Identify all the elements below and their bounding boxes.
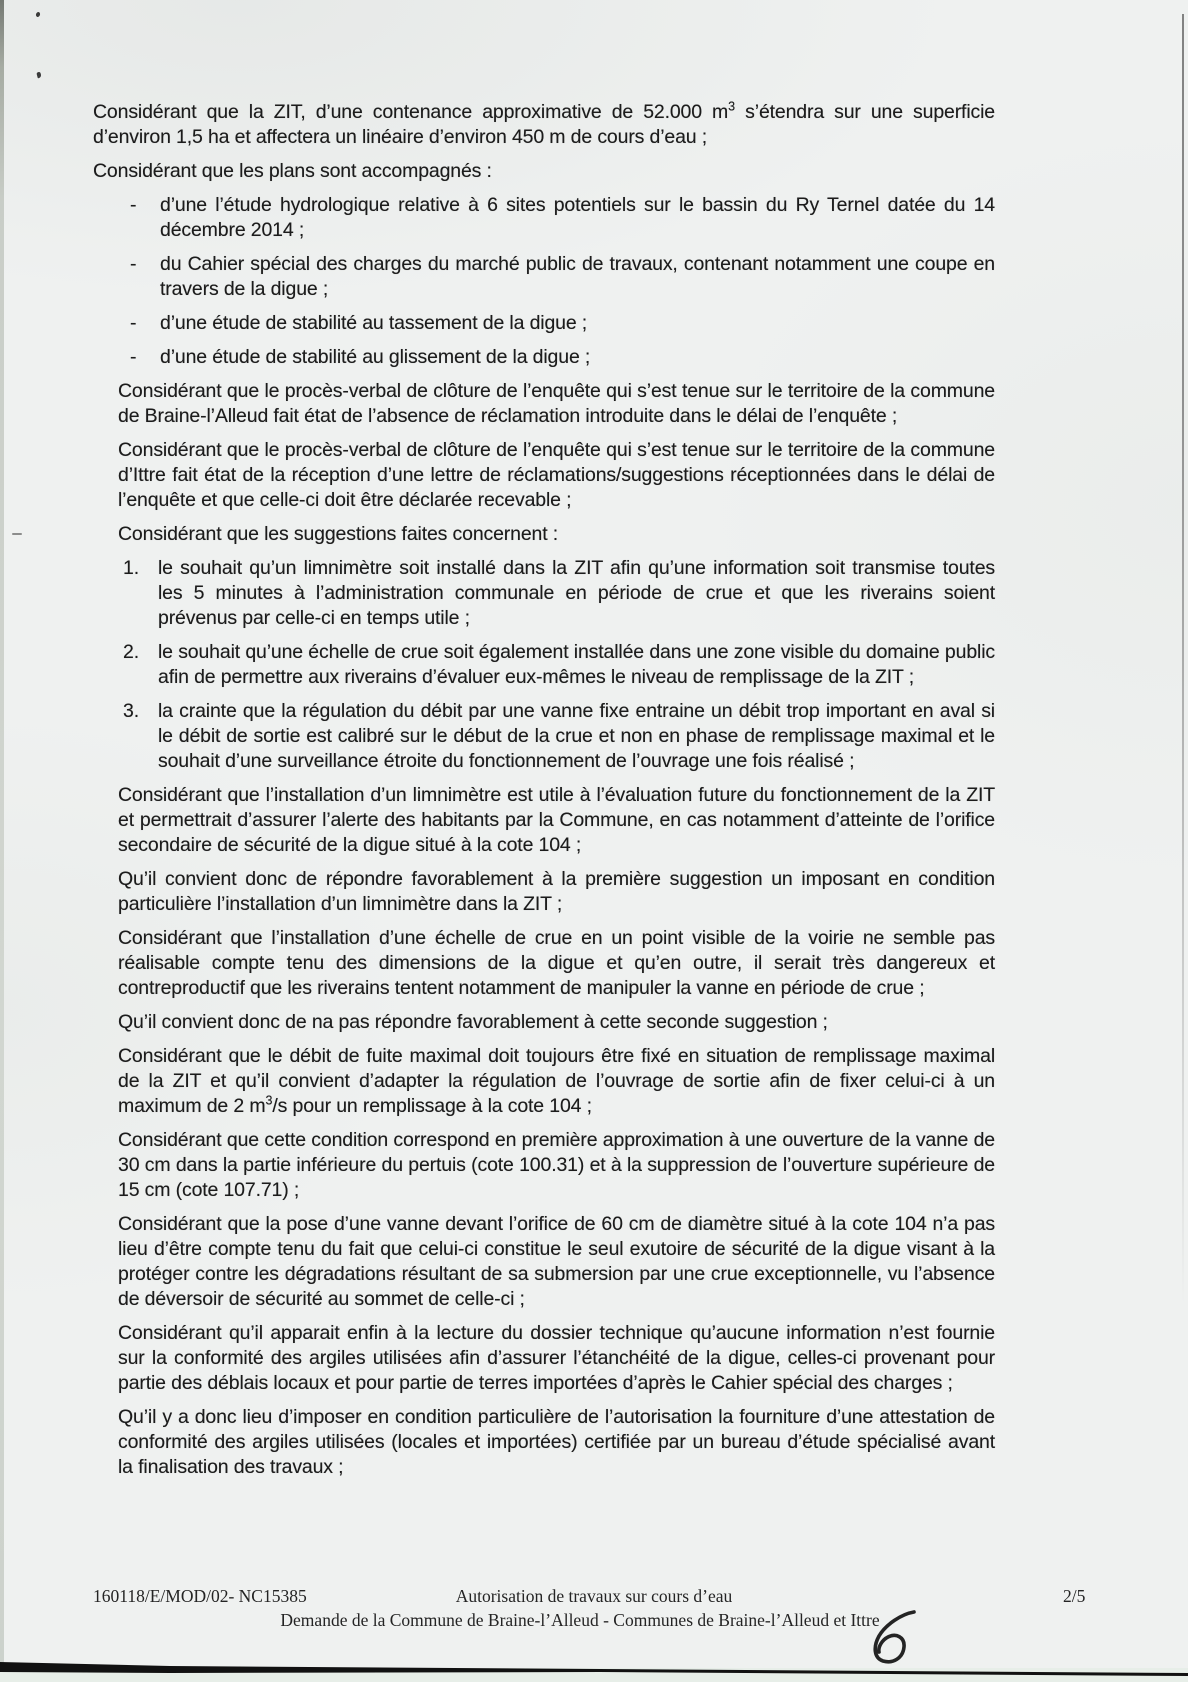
paragraph: Considérant que la pose d’une vanne devant l’orifice de 60 cm de diamètre situé à la cote 104 n’a pas lieu d’être compte tenu du fait que celui-ci constitue le seul exutoire de sécurité de la digue visant à la protéger contre les dégradations résultant de sa submersion par une crue exceptionnelle, vu l’absence de déversoir de sécurité au sommet de celle-ci ; xyxy=(118,1213,995,1310)
paragraph: Qu’il convient donc de na pas répondre favorablement à cette seconde suggestion ; xyxy=(118,1011,828,1033)
paragraph: Considérant que cette condition correspond en première approximation à une ouverture de la vanne de 30 cm dans la partie inférieure du pertuis (cote 100.31) et à la suppression de l’ouverture supérieure de 15 cm (cote 107.71) ; xyxy=(118,1129,995,1201)
list-item-dash xyxy=(130,345,995,370)
list-item-numbered xyxy=(123,640,995,690)
scan-speck xyxy=(35,11,40,17)
scan-bottom-edge xyxy=(0,1650,1188,1682)
list-item-text: du Cahier spécial des charges du marché public de travaux, contenant notamment une coupe en travers de la digue ; xyxy=(160,253,995,300)
list-marker: 2. xyxy=(123,641,139,663)
list-item-dash xyxy=(130,193,995,243)
list-item-text: d’une étude de stabilité au glissement de la digue ; xyxy=(160,346,591,368)
list-item-text: d’une étude de stabilité au tassement de la digue ; xyxy=(160,312,588,334)
list-item-text: la crainte que la régulation du débit par une vanne fixe entraine un débit trop important en aval si le débit de sortie est calibré sur le début de la crue et non en phase de remplissage maximal et le souhait d’une surveillance étroite du fonctionnement de l’ouvrage une fois réalisé ; xyxy=(158,700,995,772)
paragraph: Considérant que le procès-verbal de clôture de l’enquête qui s’est tenue sur le territoire de la commune d’Ittre fait état de la réception d’une lettre de réclamations/suggestions réceptionnées dans le délai de l’enquête et que celle-ci doit être déclarée recevable ; xyxy=(118,439,995,511)
scan-speck xyxy=(36,72,41,79)
footer-page-number: 2/5 xyxy=(1063,1586,1086,1606)
paragraph: Qu’il y a donc lieu d’imposer en condition particulière de l’autorisation la fourniture d’une attestation de conformité des argiles utilisées (locales et importées) certifiée par un bureau d’étude spécialisé avant la finalisation des travaux ; xyxy=(118,1406,995,1478)
list-item-text: le souhait qu’un limnimètre soit installé dans la ZIT afin qu’une information soit transmise toutes les 5 minutes à l’administration communale en période de crue et que les riverains soient prévenus par celle-ci en temps utile ; xyxy=(158,557,995,629)
footer-reference: 160118/E/MOD/02- NC15385 xyxy=(93,1586,307,1606)
list-item-numbered xyxy=(123,556,995,631)
list-marker: - xyxy=(130,194,137,216)
superscript: 3 xyxy=(265,1093,273,1108)
list-marker: 1. xyxy=(123,557,139,579)
list-marker: - xyxy=(130,346,137,368)
paragraph: Considérant que le procès-verbal de clôture de l’enquête qui s’est tenue sur le territoire de la commune de Braine-l’Alleud fait état de l’absence de réclamation introduite dans le délai de l’enquête ; xyxy=(118,380,995,427)
list-item-numbered xyxy=(123,699,995,774)
list-marker: - xyxy=(130,312,137,334)
document-body xyxy=(93,100,995,1489)
scan-right-edge-line xyxy=(1182,14,1184,1304)
footer-title: Autorisation de travaux sur cours d’eau xyxy=(455,1586,733,1606)
paragraph: Considérant que les suggestions faites concernent : xyxy=(118,523,559,545)
paragraph: Considérant que l’installation d’un limnimètre est utile à l’évaluation future du fonctionnement de la ZIT et permettrait d’assurer l’alerte des habitants par la Commune, en cas notamment d’atteinte de l’orifice secondaire de sécurité de la digue situé à la cote 104 ; xyxy=(118,784,995,856)
list-item-text: le souhait qu’une échelle de crue soit également installée dans une zone visible du domaine public afin de permettre aux riverains d’évaluer eux-mêmes le niveau de remplissage de la ZIT ; xyxy=(158,641,995,688)
superscript: 3 xyxy=(728,99,736,114)
list-item-text: d’une l’étude hydrologique relative à 6 sites potentiels sur le bassin du Ry Ternel datée du 14 décembre 2014 ; xyxy=(160,194,995,241)
list-marker: - xyxy=(130,253,137,275)
paragraph: Qu’il convient donc de répondre favorablement à la première suggestion un imposant en condition particulière l’installation d’un limnimètre dans la ZIT ; xyxy=(118,868,995,915)
list-item-dash xyxy=(130,252,995,302)
paragraph: Considérant qu’il apparait enfin à la lecture du dossier technique qu’aucune information n’est fournie sur la conformité des argiles utilisées afin d’assurer l’étanchéité de la digue, celles-ci provenant pour partie des déblais locaux et pour partie de terres importées d’après le Cahier spécial des charges ; xyxy=(118,1322,995,1394)
paragraph: Considérant que le débit de fuite maximal doit toujours être fixé en situation de remplissage maximal de la ZIT et qu’il convient d’adapter la régulation de l’ouvrage de sortie afin de fixer celui-ci à un maximum de 2 $m^3/s$ pour un remplissage à la cote 104 ; xyxy=(118,1045,995,1117)
scan-speck xyxy=(12,533,22,535)
paragraph: Considérant que l’installation d’une échelle de crue en un point visible de la voirie ne semble pas réalisable compte tenu des dimensions de la digue et qu’en outre, il serait très dangereux et contreproductif que les riverains tentent notamment de manipuler la vanne en période de crue ; xyxy=(118,927,995,999)
list-marker: 3. xyxy=(123,700,139,722)
list-item-dash xyxy=(130,311,995,336)
scan-left-edge xyxy=(0,0,4,1682)
paragraph: Considérant que la ZIT, d’une contenance approximative de 52.000 $m^3$ s’étendra sur une superficie d’environ 1,5 ha et affectera un linéaire d’environ 450 m de cours d’eau ; xyxy=(93,99,995,148)
paragraph: Considérant que les plans sont accompagnés : xyxy=(93,160,492,182)
footer-subtitle: Demande de la Commune de Braine-l’Alleud - Communes de Braine-l’Alleud et Ittre xyxy=(280,1610,880,1630)
